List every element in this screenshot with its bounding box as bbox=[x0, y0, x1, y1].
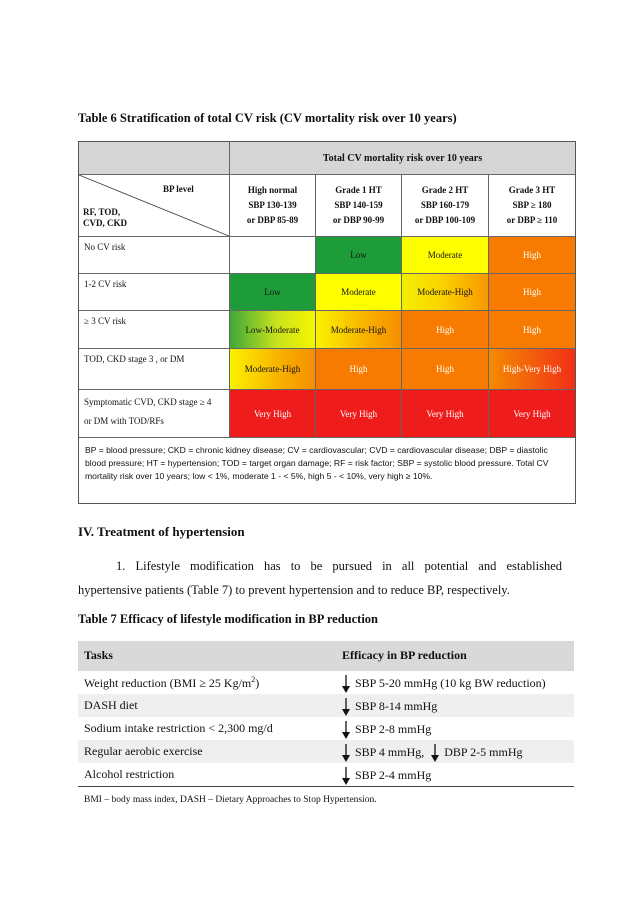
risk-cell: Very High bbox=[489, 390, 575, 438]
row-label-line1: Symptomatic CVD, CKD stage ≥ 4 bbox=[84, 397, 212, 407]
risk-cell: High bbox=[316, 349, 402, 390]
section-heading: IV. Treatment of hypertension bbox=[78, 524, 245, 539]
task-text: Weight reduction (BMI ≥ 25 Kg/m bbox=[84, 676, 252, 690]
row-label-1-2-cv-risk: 1-2 CV risk bbox=[79, 274, 230, 311]
down-arrow-icon bbox=[342, 721, 350, 739]
down-arrow-icon bbox=[431, 744, 439, 762]
risk-cell: High-Very High bbox=[489, 349, 575, 390]
table6-header-span: Total CV mortality risk over 10 years bbox=[230, 142, 575, 175]
paragraph-line1: 1. Lifestyle modification has to be pursued in all potential and established bbox=[116, 559, 562, 573]
risk-cell: Moderate-High bbox=[230, 349, 316, 390]
col-label: Grade 3 HT bbox=[508, 185, 556, 195]
column-header-grade3 bbox=[489, 175, 575, 237]
risk-cell: High bbox=[489, 274, 575, 311]
risk-cell: Very High bbox=[230, 390, 316, 438]
table6-corner-cell bbox=[79, 175, 230, 237]
risk-cell: High bbox=[402, 311, 489, 349]
risk-cell: Low bbox=[316, 237, 402, 274]
risk-cell bbox=[230, 237, 316, 274]
table6 bbox=[78, 141, 576, 504]
efficacy-cell bbox=[342, 721, 431, 739]
efficacy-text: SBP 2-4 mmHg bbox=[355, 767, 432, 782]
table-row bbox=[78, 763, 574, 787]
efficacy-text: SBP 4 mmHg, bbox=[355, 744, 425, 759]
table7-header-row bbox=[78, 641, 574, 671]
col-dbp: or DBP 90-99 bbox=[332, 215, 385, 225]
col-sbp: SBP 140-159 bbox=[334, 200, 383, 210]
column-header-high-normal bbox=[230, 175, 316, 237]
column-header-grade1 bbox=[316, 175, 402, 237]
task-cell bbox=[84, 675, 259, 691]
col-label: Grade 1 HT bbox=[335, 185, 382, 195]
task-superscript: 2 bbox=[251, 675, 256, 684]
header-tasks: Tasks bbox=[84, 648, 113, 662]
col-sbp: SBP ≥ 180 bbox=[512, 200, 552, 210]
row-label-line2: or DM with TOD/RFs bbox=[84, 416, 164, 426]
efficacy-cell bbox=[342, 675, 546, 693]
efficacy-text: SBP 5-20 mmHg (10 kg BW reduction) bbox=[355, 675, 546, 690]
table7-caption: Table 7 Efficacy of lifestyle modification in BP reduction bbox=[78, 612, 378, 626]
col-label: High normal bbox=[247, 185, 298, 195]
col-sbp: SBP 160-179 bbox=[420, 200, 470, 210]
task-cell: Sodium intake restriction < 2,300 mg/d bbox=[84, 721, 273, 735]
risk-cell: Moderate-High bbox=[402, 274, 489, 311]
header-efficacy: Efficacy in BP reduction bbox=[342, 648, 467, 662]
risk-cell: Moderate-High bbox=[316, 311, 402, 349]
col-sbp: SBP 130-139 bbox=[248, 200, 297, 210]
row-label-tod-ckd3-dm: TOD, CKD stage 3 , or DM bbox=[79, 349, 230, 390]
row-label-3-cv-risk: ≥ 3 CV risk bbox=[79, 311, 230, 349]
col-dbp: or DBP ≥ 110 bbox=[506, 215, 558, 225]
risk-cell: Low-Moderate bbox=[230, 311, 316, 349]
table7-note: BMI – body mass index, DASH – Dietary Approaches to Stop Hypertension. bbox=[84, 795, 377, 805]
table-row bbox=[78, 717, 574, 740]
efficacy-cell bbox=[342, 744, 522, 762]
down-arrow-icon bbox=[342, 767, 350, 785]
paragraph-line2: hypertensive patients (Table 7) to prevent hypertension and to reduce BP, respectively. bbox=[78, 583, 510, 597]
table-row bbox=[78, 671, 574, 694]
efficacy-text-dbp: DBP 2-5 mmHg bbox=[444, 744, 523, 759]
col-dbp: or DBP 85-89 bbox=[246, 215, 299, 225]
corner-rf-label bbox=[83, 207, 127, 229]
efficacy-text: SBP 8-14 mmHg bbox=[355, 698, 438, 713]
column-header-grade2 bbox=[402, 175, 489, 237]
risk-cell: High bbox=[489, 237, 575, 274]
risk-cell: High bbox=[489, 311, 575, 349]
down-arrow-icon bbox=[342, 698, 350, 716]
risk-cell: Very High bbox=[402, 390, 489, 438]
corner-rf-line2: CVD, CKD bbox=[83, 218, 127, 228]
col-dbp: or DBP 100-109 bbox=[414, 215, 476, 225]
task-cell: DASH diet bbox=[84, 698, 138, 712]
row-label-symptomatic-cvd bbox=[79, 390, 230, 438]
table6-caption: Table 6 Stratification of total CV risk (CV mortality risk over 10 years) bbox=[78, 111, 457, 125]
col-label: Grade 2 HT bbox=[421, 185, 469, 195]
table6-blank-header bbox=[79, 142, 230, 175]
down-arrow-icon bbox=[342, 744, 350, 762]
risk-cell: High bbox=[402, 349, 489, 390]
table-row bbox=[78, 740, 574, 763]
task-cell: Regular aerobic exercise bbox=[84, 744, 203, 758]
task-cell: Alcohol restriction bbox=[84, 767, 175, 781]
risk-cell: Moderate bbox=[316, 274, 402, 311]
risk-cell: Moderate bbox=[402, 237, 489, 274]
row-label-no-cv-risk: No CV risk bbox=[79, 237, 230, 274]
efficacy-cell bbox=[342, 767, 431, 785]
table-row bbox=[78, 694, 574, 717]
risk-cell: Very High bbox=[316, 390, 402, 438]
down-arrow-icon bbox=[342, 675, 350, 693]
risk-cell: Low bbox=[230, 274, 316, 311]
corner-rf-line1: RF, TOD, bbox=[83, 207, 121, 217]
table6-footnote: BP = blood pressure; CKD = chronic kidney disease; CV = cardiovascular; CVD = cardiovascular disease; DBP = diastolic blood pressure; HT = hypertension; TOD = target organ damage; RF = risk factor; SBP = systolic blood pressure. Total CV mortality risk over 10 years; low < 1%, moderate 1 - < 5%, high 5 - < 10%, very high ≥ 10%. bbox=[85, 445, 549, 481]
efficacy-cell bbox=[342, 698, 437, 716]
efficacy-text: SBP 2-8 mmHg bbox=[355, 721, 432, 736]
corner-bp-label: BP level bbox=[163, 184, 194, 194]
task-text-end: ) bbox=[255, 676, 260, 690]
